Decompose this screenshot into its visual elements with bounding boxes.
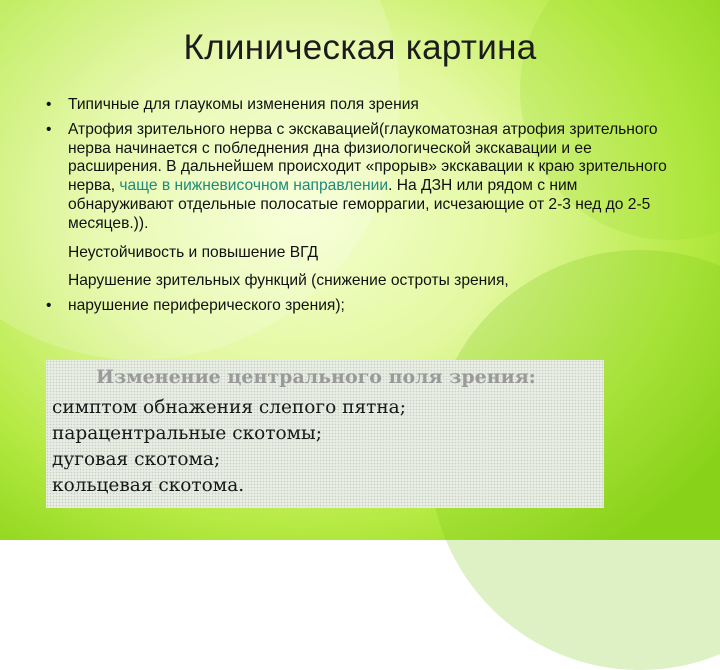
bullet-marker: • <box>46 96 52 113</box>
slide-title: Клиническая картина <box>183 28 537 67</box>
bullet-text: . На ДЗН или рядом с ним обнаруживают отдельные полосатые геморрагии, исчезающие от 2-3 нед до 2-5 месяцев.)). <box>68 177 651 232</box>
figure-heading: Изменение центрального поля зрения: <box>96 366 536 388</box>
slide-body <box>46 96 686 322</box>
figure-line: дуговая скотома; <box>52 449 221 470</box>
bullet-marker: • <box>46 120 52 138</box>
bullet-item <box>46 96 686 115</box>
bullet-item <box>46 121 686 234</box>
indented-paragraph: Неустойчивость и повышение ВГД <box>68 243 319 261</box>
figure-line: парацентральные скотомы; <box>52 423 323 444</box>
scanned-text-figure <box>46 360 604 508</box>
indented-paragraph: Нарушение зрительных функций (снижение остроты зрения, <box>68 272 509 290</box>
figure-line: кольцевая скотома. <box>52 475 245 496</box>
bullet-text: Типичные для глаукомы изменения поля зрения <box>68 96 419 113</box>
accent-text: чаще в нижневисочном направлении <box>119 177 389 195</box>
bullet-item <box>46 297 686 316</box>
bullet-text: Атрофия зрительного нерва с экскавацией(глаукоматозная атрофия зрительного нерва начинается с побледнения дна физиологической экскавации и ее расширения. В дальнейшем происходит «прорыв» экскавации к краю зрительного нерва, <box>68 120 667 195</box>
bullet-text: нарушение периферического зрения); <box>68 297 345 315</box>
bullet-marker: • <box>46 297 52 315</box>
figure-line: симптом обнажения слепого пятна; <box>52 397 406 418</box>
